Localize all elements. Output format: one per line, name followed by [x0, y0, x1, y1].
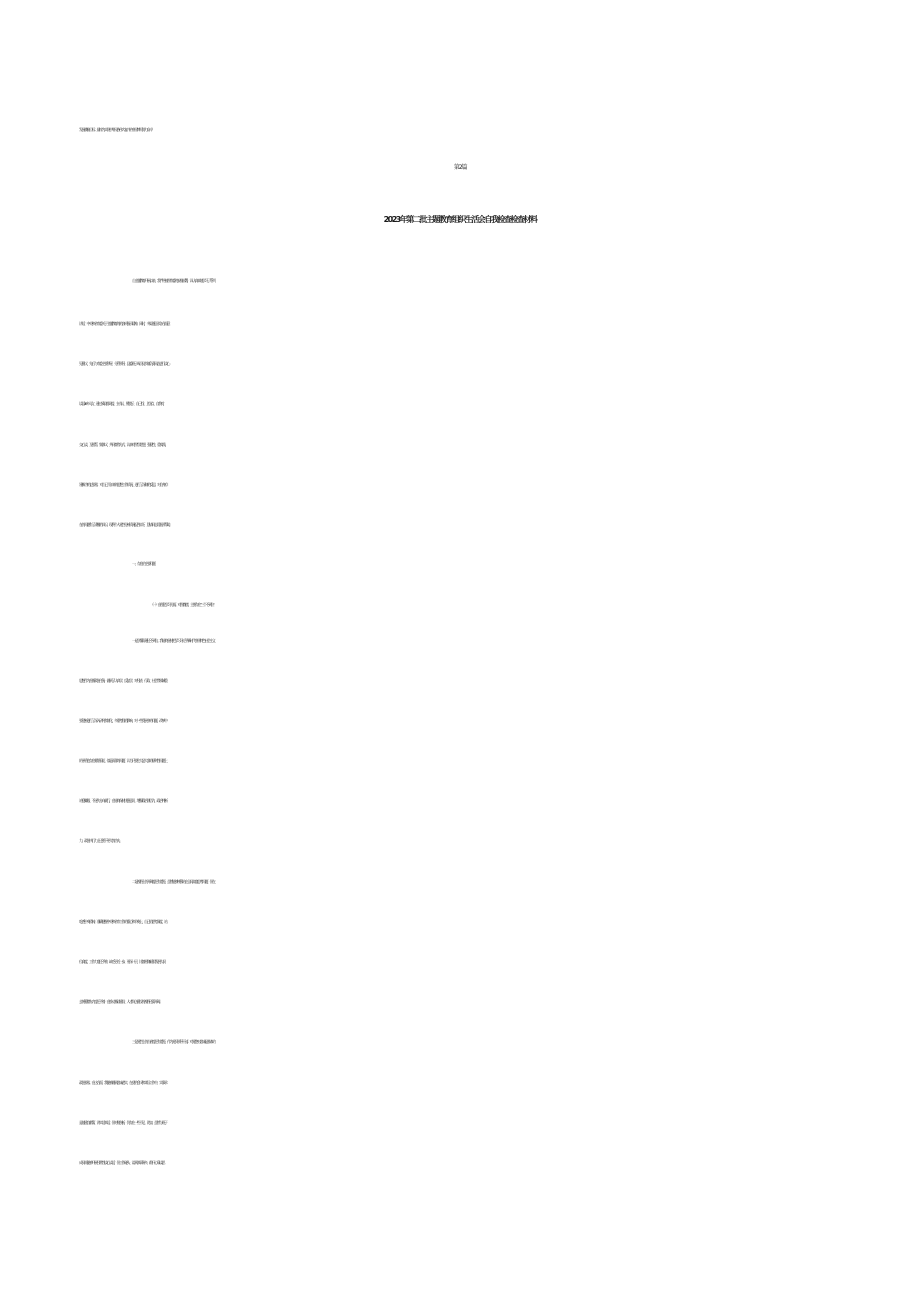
paragraph-line: 吃透中央精神、准确把握中央和省市工作的重心和节奏上，自己的思考深度、站: [79, 919, 167, 924]
intro-tail-line: 发展战略目标；最终为实现中华民族伟大复兴的中国梦而努力奋斗！: [79, 127, 154, 132]
paragraph-line: 谈话 30 多人次，通过采取群众提、主动认，照镜子、自己找，上级点、自我对，: [79, 401, 166, 406]
subsection-heading: （一）在理论学习方面。对照查摆，主要存在“三个不到位”: [150, 602, 214, 607]
paragraph-line: 交心谈、互相帮，集体议、共同查等方式，认真对照“学思想、强党性、重实践、: [79, 442, 168, 447]
paragraph-line: 站稳脚跟、不迷失方向就行，在始终保持忧患意识，增强政治领悟力、政治判断: [79, 798, 167, 803]
paragraph-line: 二是视野上的开阔度还有差距。虽然能够统筹站在全局高度思考问题，但在: [132, 879, 215, 884]
paragraph-line: 政治要求。在这方面，我能够做到忠诚老实，在党的会议和实际工作中，实事求: [79, 1080, 167, 1085]
paragraph-line: 一是学懂弄通还不到位。我始终坚持把学习习近平新时代中国特色社会主义: [132, 638, 215, 643]
paragraph-line: 位高度、工作力度还不够，缺乏更近一步、更深一层，比如围绕 X 建设发展大局: [79, 959, 165, 964]
paragraph-line: 在的问题有了清醒的认识。现将个人党性分析情况报告如下，恳请同志们批评帮助。: [79, 522, 172, 527]
paragraph-line: 自主题教育开展以来，我严格按照市委的安排部署，认认真真地学习了系列: [132, 278, 215, 283]
paragraph-line: 见建议，先后与市委主要领导、分管领导、县委班子成员及乡镇负责同志进行谈心: [79, 361, 169, 366]
paragraph-line: 去统筹摆布力度还不够，在推动基础建设、人才队伍建设的视野还需开阔。: [79, 999, 162, 1004]
paragraph-line: 成员间能够开展经常性谈心谈话，但工作碰头、谈具体事务多，敞开心扉谈思: [79, 1160, 164, 1165]
paragraph-line: 的矛盾也存在雾里看花、似是而非的问题，认为只要在大是大非的原则性问题上: [79, 758, 167, 763]
paragraph-line: 讲话、中央和省市委关于主题教育的的各项指示精神。同时，多渠道征求各方面意: [79, 321, 169, 326]
paragraph-line: 是地建言献策，讲实话真话。但对照剖析，仍存在一些不足。比如，虽然与班子: [79, 1120, 167, 1125]
paragraph-line: 建新功”的总要求，对自己几年来的思想工作情况，进行了深刻的反思，对自身存: [79, 482, 168, 487]
document-title: 2023年第二批主题教育组织生活会自我检查检查材料: [383, 215, 537, 224]
paragraph-line: 要论断进行了深入研究和消化，多重考验的影响，对一些发展中的问题、改革中: [79, 718, 167, 723]
paragraph-line: 三是党性上的自省度还有差距。作为党员领导干部，对党绝对忠诚是基本的: [132, 1039, 215, 1044]
article-label: 第 2 篇: [453, 164, 467, 171]
paragraph-line: 思想作为首要政治任务，做到了认真学、反复学，对经济、行政、社会等领域重: [79, 678, 167, 683]
section-heading: 一、存在的主要问题: [132, 561, 155, 566]
paragraph-line: 力、政治执行力上还要下更大的功夫。: [79, 838, 122, 843]
